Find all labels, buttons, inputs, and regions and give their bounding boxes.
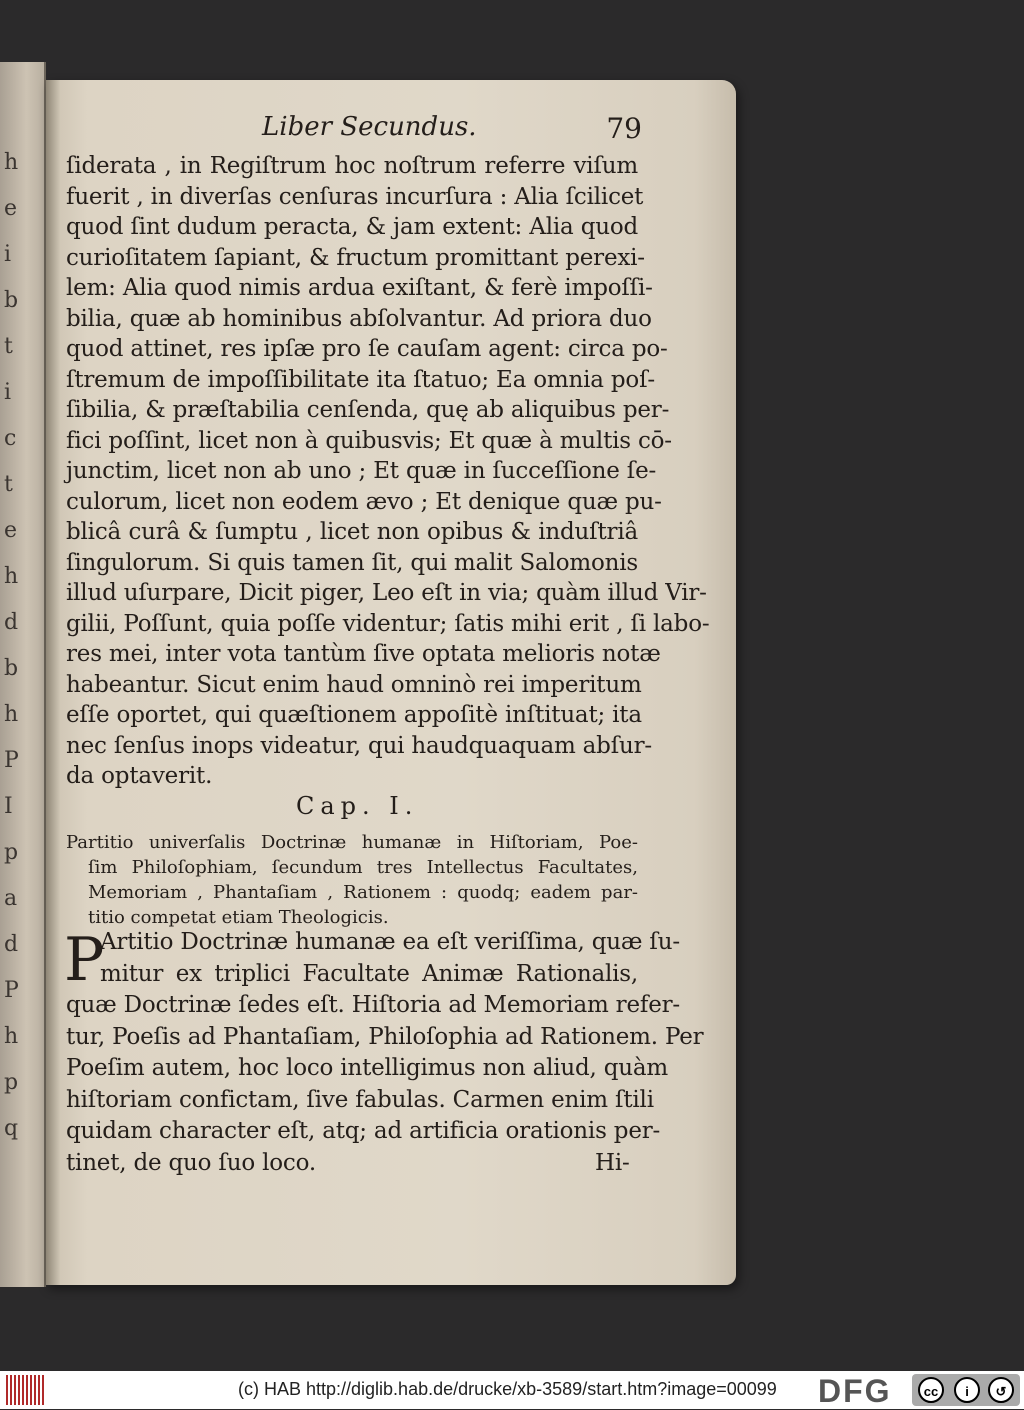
left-page-letter: i bbox=[4, 242, 12, 267]
text-line: quod attinet, res ipſæ pro ſe cauſam agent: circa po- bbox=[66, 336, 668, 362]
left-page-letter: e bbox=[4, 518, 18, 543]
left-page-letter: a bbox=[4, 886, 18, 911]
left-page-letter: h bbox=[4, 702, 19, 727]
text-line: ſtremum de impoſſibilitate ita ſtatuo; Ea omnia poſ- bbox=[66, 366, 655, 393]
license-badge[interactable] bbox=[912, 1374, 1020, 1406]
text-line: illud uſurpare, Dicit piger, Leo eſt in via; quàm illud Vir- bbox=[66, 580, 707, 606]
text-line: ſiderata , in Regiſtrum hoc noſtrum referre viſum bbox=[66, 153, 638, 179]
text-line: Partitio univerſalis Doctrinæ humanæ in Hiſtoriam, Poe- bbox=[66, 832, 638, 853]
text-line: res mei, inter vota tantùm ſive optata melioris notæ bbox=[66, 641, 661, 667]
text-line: bilia, quæ ab hominibus abſolvantur. Ad priora duo bbox=[66, 305, 652, 332]
text-line: hiſtoriam confictam, ſive fabulas. Carmen enim ſtili bbox=[66, 1086, 654, 1113]
chapter-heading: Cap. I. bbox=[296, 792, 419, 820]
text-line: blicâ curâ & ſumptu , licet non opibus & induſtriâ bbox=[66, 519, 638, 545]
running-header bbox=[262, 112, 642, 145]
page-number: 79 bbox=[606, 112, 642, 145]
left-page-letter: h bbox=[4, 150, 19, 175]
text-line: curioſitatem ſapiant, & fructum promittant perexi- bbox=[66, 244, 645, 271]
sa-icon: ↺ bbox=[988, 1377, 1014, 1403]
cc-icon: cc bbox=[918, 1377, 944, 1403]
left-page-letter: h bbox=[4, 1024, 19, 1049]
text-line: tinet, de quo ſuo loco. bbox=[66, 1149, 316, 1176]
text-line: fuerit , in diverſas cenſuras incurſura : Alia ſcilicet bbox=[66, 183, 644, 210]
left-page-letter: e bbox=[4, 196, 18, 221]
left-page-letter: P bbox=[4, 978, 19, 1003]
viewer-footer bbox=[0, 1371, 1024, 1409]
text-line: lem: Alia quod nimis ardua exiſtant, & ferè impoſſi- bbox=[66, 275, 653, 301]
left-page-letter: i bbox=[4, 380, 12, 405]
running-title: Liber Secundus. bbox=[262, 112, 477, 142]
text-line: fici poſſint, licet non à quibusvis; Et quæ à multis cō- bbox=[66, 427, 672, 454]
text-line: Memoriam , Phantaſiam , Rationem : quodq; eadem par- bbox=[88, 882, 638, 903]
left-page-letter: b bbox=[4, 288, 19, 313]
left-page-letter: p bbox=[4, 840, 19, 865]
left-page-letter: q bbox=[4, 1116, 19, 1141]
text-line: ſim Philoſophiam, ſecundum tres Intellectus Facultates, bbox=[88, 857, 638, 878]
text-line: culorum, licet non eodem ævo ; Et denique quæ pu- bbox=[66, 488, 662, 515]
text-line: mitur ex triplici Facultate Animæ Rationalis, bbox=[100, 960, 638, 987]
text-line: Poeſim autem, hoc loco intelligimus non aliud, quàm bbox=[66, 1055, 669, 1081]
text-line: gilii, Poſſunt, quia poſſe videntur; ſatis mihi erit , ſi labo- bbox=[66, 610, 710, 637]
copyright-link[interactable]: (c) HAB http://diglib.hab.de/drucke/xb-3589/start.htm?image=00099 bbox=[238, 1379, 777, 1399]
text-line: titio competat etiam Theologicis. bbox=[88, 907, 389, 928]
text-line: junctim, licet non ab uno ; Et quæ in ſucceſſione ſe- bbox=[66, 458, 657, 484]
left-page-letter: P bbox=[4, 748, 19, 773]
text-line: Artitio Doctrinæ humanæ ea eſt veriſſima, quæ ſu- bbox=[100, 929, 680, 955]
hab-logo-icon bbox=[6, 1375, 46, 1405]
text-line: ſingulorum. Si quis tamen ſit, qui malit Salomonis bbox=[66, 549, 638, 576]
left-page-edge bbox=[0, 62, 46, 1287]
text-line: quidam character eſt, atq; ad artificia orationis per- bbox=[66, 1118, 661, 1144]
left-page-letter: c bbox=[4, 426, 17, 451]
page-gutter bbox=[46, 80, 60, 1285]
text-line: nec ſenſus inops videatur, qui haudquaquam abſur- bbox=[66, 732, 652, 759]
text-line: habeantur. Sicut enim haud omninò rei imperitum bbox=[66, 671, 642, 698]
text-line: Hi- bbox=[595, 1149, 630, 1176]
dfg-logo: DFG bbox=[818, 1373, 892, 1409]
left-page-letter: b bbox=[4, 656, 19, 681]
left-page-letter: t bbox=[4, 472, 13, 497]
left-page-letter: d bbox=[4, 610, 19, 635]
text-line: tur, Poeſis ad Phantaſiam, Philoſophia ad Rationem. Per bbox=[66, 1023, 704, 1050]
by-icon: i bbox=[954, 1377, 980, 1403]
text-line: eſſe oportet, qui quæſtionem appoſitè inſtituat; ita bbox=[66, 702, 642, 728]
left-page-letter: I bbox=[4, 794, 13, 819]
left-page-letter: h bbox=[4, 564, 19, 589]
left-page-letter: d bbox=[4, 932, 19, 957]
text-line: ſibilia, & præſtabilia cenſenda, quę ab aliquibus per- bbox=[66, 397, 670, 423]
drop-cap: P bbox=[64, 925, 105, 995]
text-line: quod ſint dudum peracta, & jam extent: Alia quod bbox=[66, 214, 638, 240]
left-page-letter: t bbox=[4, 334, 13, 359]
left-page-letter: p bbox=[4, 1070, 19, 1095]
text-line: quæ Doctrinæ ſedes eſt. Hiſtoria ad Memoriam refer- bbox=[66, 992, 680, 1018]
text-line: da optaverit. bbox=[66, 763, 213, 789]
